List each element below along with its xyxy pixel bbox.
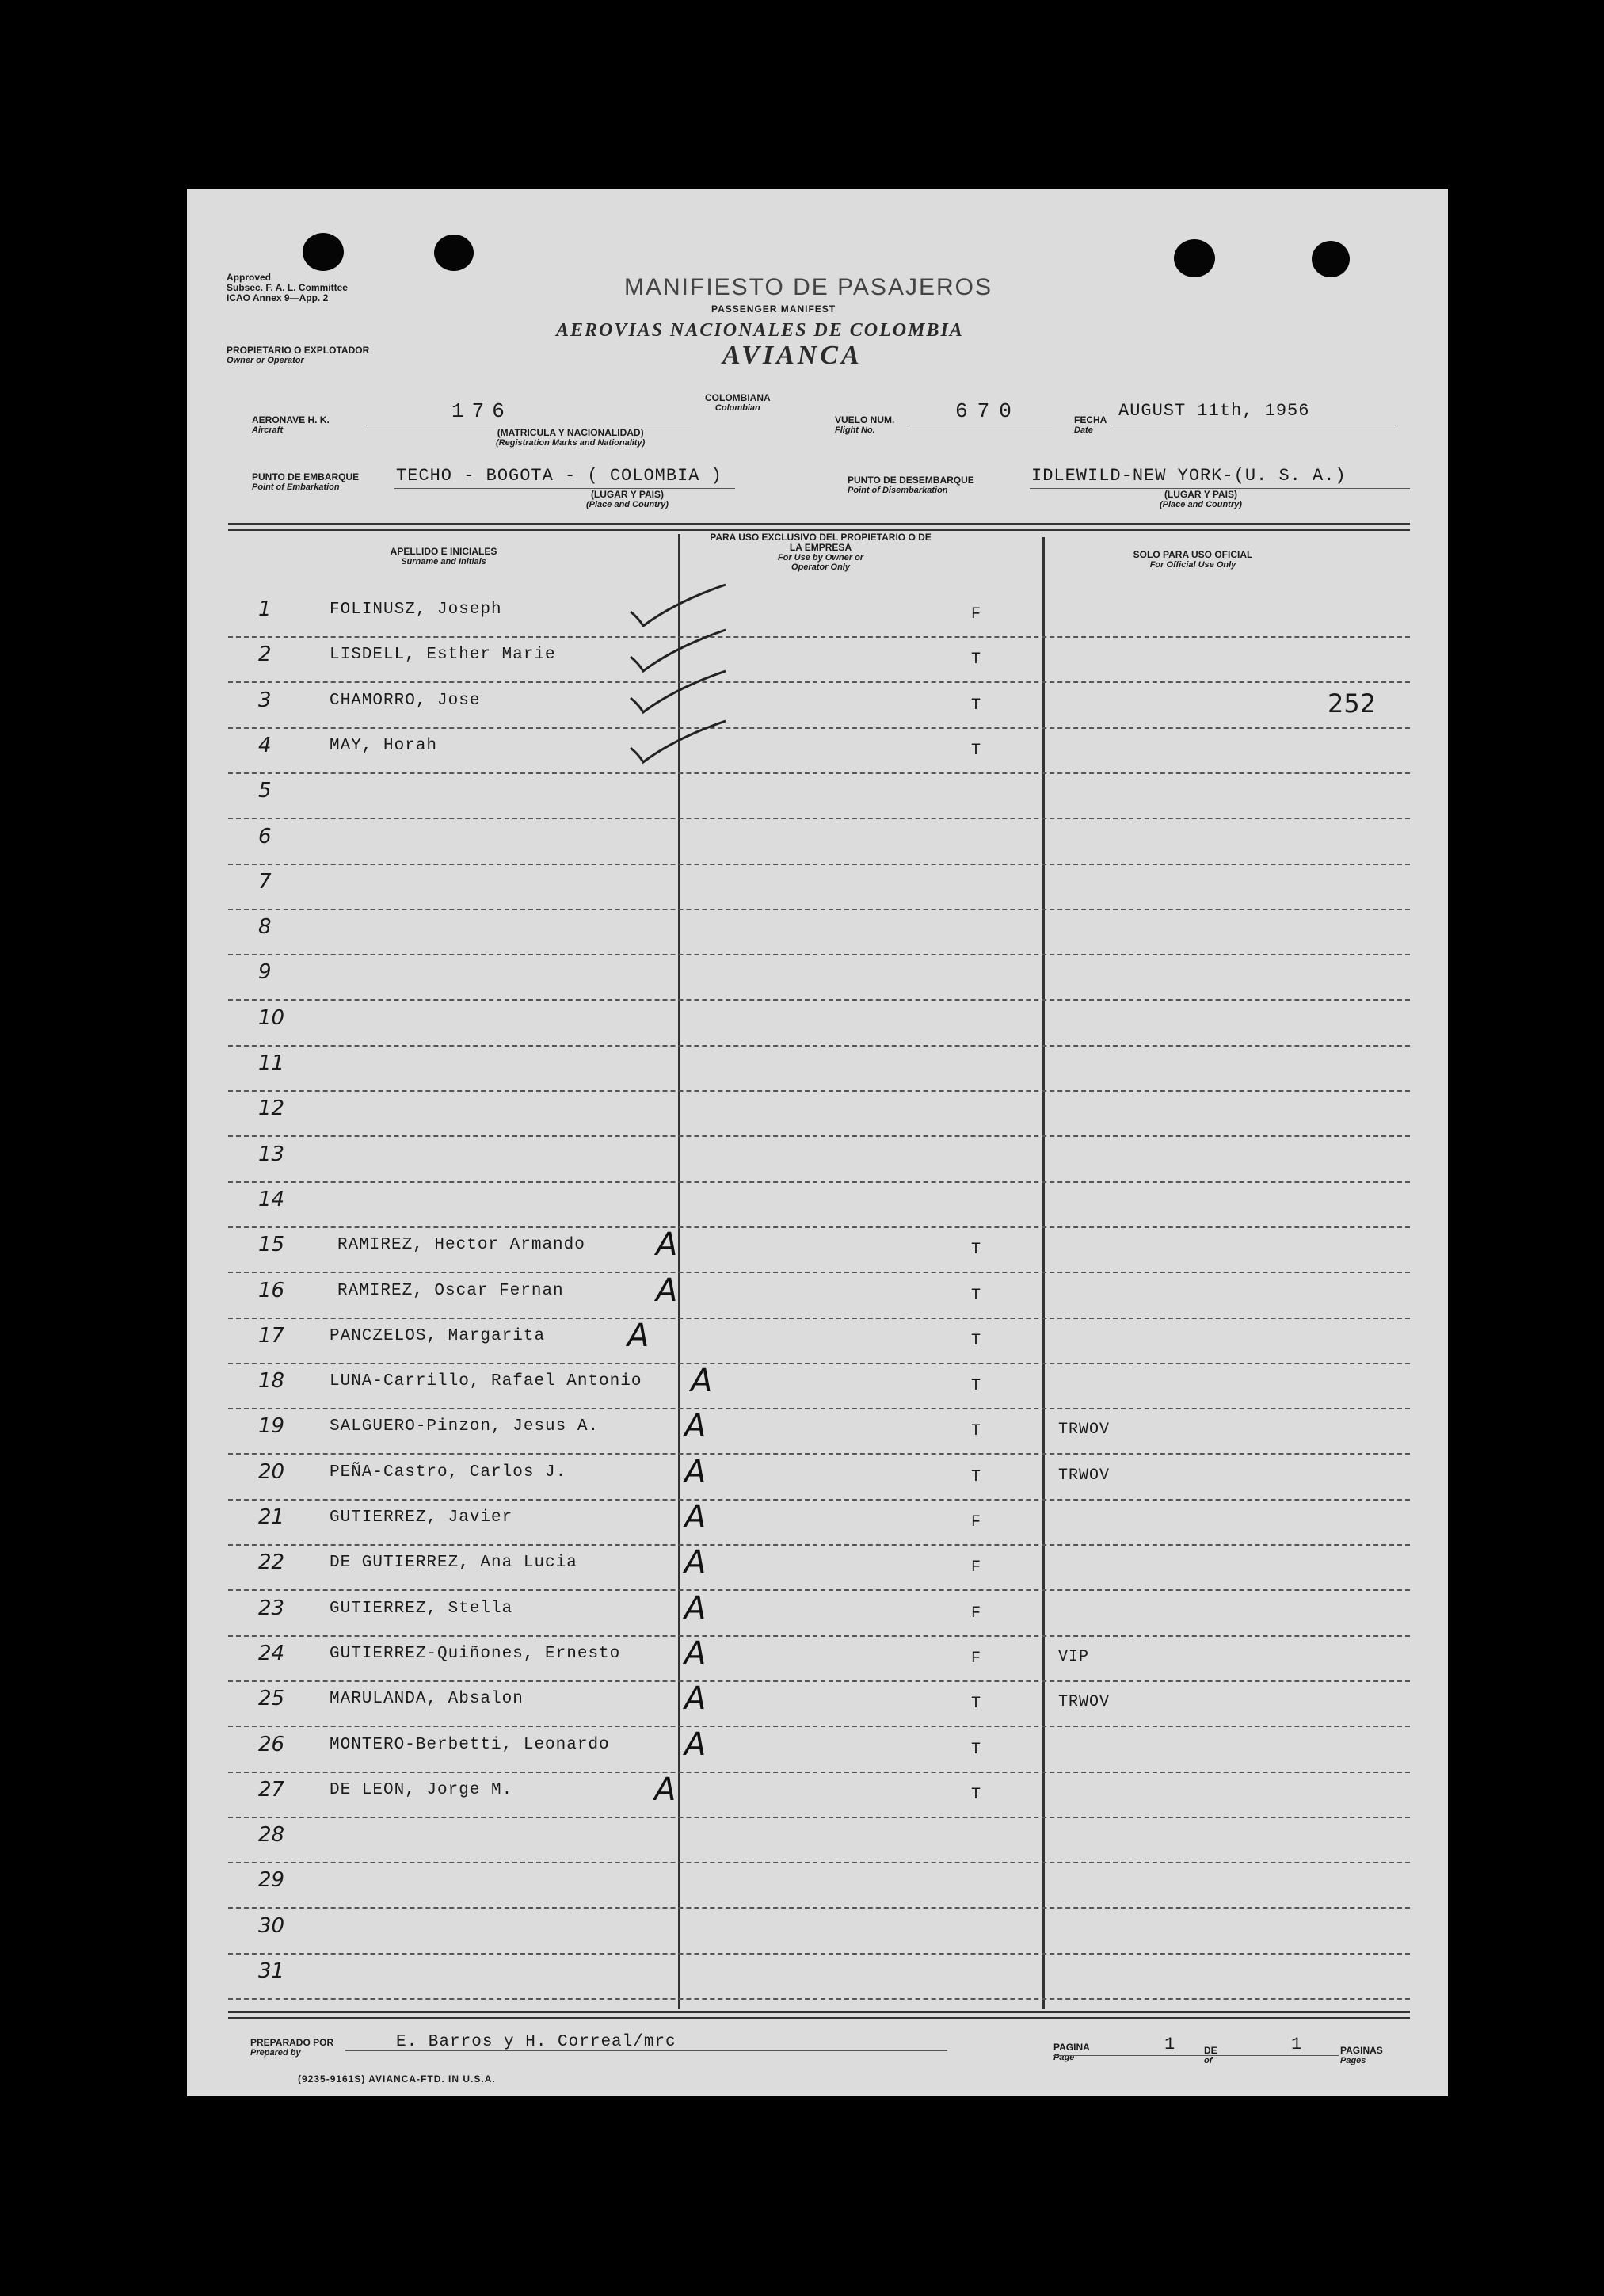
punch-hole bbox=[1174, 239, 1215, 277]
row-number: 30 bbox=[258, 1914, 285, 1938]
table-row bbox=[187, 1363, 1448, 1411]
row-rule bbox=[228, 1589, 1410, 1591]
passenger-name: FOLINUSZ, Joseph bbox=[330, 601, 502, 619]
handwritten-a-mark: A bbox=[684, 1590, 707, 1627]
passenger-name: RAMIREZ, Oscar Fernan bbox=[337, 1282, 564, 1300]
table-row bbox=[187, 1635, 1448, 1684]
passenger-code: T bbox=[971, 1741, 982, 1759]
table-row bbox=[187, 1680, 1448, 1729]
passenger-name: MARULANDA, Absalon bbox=[330, 1690, 524, 1708]
row-rule bbox=[228, 1181, 1410, 1183]
passenger-name: LISDELL, Esther Marie bbox=[330, 646, 556, 664]
passenger-name: DE LEON, Jorge M. bbox=[330, 1781, 513, 1799]
passenger-name: GUTIERREZ, Stella bbox=[330, 1600, 513, 1618]
table-row bbox=[187, 1184, 1448, 1230]
row-rule bbox=[228, 999, 1410, 1001]
table-row bbox=[187, 1226, 1448, 1275]
table-bottom-rule bbox=[228, 2017, 1410, 2019]
passenger-code: F bbox=[971, 1558, 982, 1577]
embark-label: PUNTO DE EMBARQUE Point of Embarkation bbox=[252, 471, 360, 492]
row-number: 1 bbox=[258, 597, 272, 621]
row-number: 13 bbox=[258, 1142, 285, 1166]
embark-place-label: (LUGAR Y PAIS) (Place and Country) bbox=[586, 489, 669, 509]
handwritten-a-mark: A bbox=[627, 1318, 650, 1354]
row-rule bbox=[228, 1726, 1410, 1727]
passenger-name: PEÑA-Castro, Carlos J. bbox=[330, 1463, 567, 1482]
punch-hole bbox=[434, 235, 474, 271]
passenger-name: MONTERO-Berbetti, Leonardo bbox=[330, 1736, 610, 1754]
prepared-value: E. Barros y H. Correal/mrc bbox=[396, 2033, 676, 2051]
row-number: 31 bbox=[258, 1959, 285, 1983]
row-rule bbox=[228, 772, 1410, 774]
prepared-underline bbox=[345, 2050, 947, 2051]
handwritten-a-mark: A bbox=[684, 1635, 707, 1672]
approved-note: Approved Subsec. F. A. L. Committee ICAO Annex 9—App. 2 bbox=[227, 272, 348, 303]
check-mark-icon bbox=[627, 669, 730, 725]
passenger-name: GUTIERREZ, Javier bbox=[330, 1508, 513, 1527]
table-row bbox=[187, 1544, 1448, 1592]
row-rule bbox=[228, 1318, 1410, 1319]
row-number: 28 bbox=[258, 1823, 285, 1847]
flight-label: VUELO NUM. Flight No. bbox=[835, 414, 895, 435]
row-rule bbox=[228, 1635, 1410, 1637]
row-number: 22 bbox=[258, 1550, 285, 1574]
row-number: 3 bbox=[258, 688, 272, 712]
passenger-name: SALGUERO-Pinzon, Jesus A. bbox=[330, 1417, 600, 1436]
row-rule bbox=[228, 1272, 1410, 1273]
flight-value: 670 bbox=[955, 399, 1021, 423]
row-number: 24 bbox=[258, 1642, 285, 1665]
table-bottom-rule bbox=[228, 2011, 1410, 2013]
row-rule bbox=[228, 1998, 1410, 2000]
table-row bbox=[187, 1865, 1448, 1910]
table-row bbox=[187, 730, 1448, 776]
embark-underline bbox=[394, 488, 735, 489]
passenger-name: LUNA-Carrillo, Rafael Antonio bbox=[330, 1372, 642, 1390]
page-underline bbox=[1053, 2055, 1339, 2056]
passenger-name: PANCZELOS, Margarita bbox=[330, 1327, 546, 1345]
table-row bbox=[187, 1318, 1448, 1366]
table-row bbox=[187, 1093, 1448, 1138]
disembark-place-label: (LUGAR Y PAIS) (Place and Country) bbox=[1160, 489, 1242, 509]
official-note: TRWOV bbox=[1058, 1466, 1111, 1485]
passenger-name: CHAMORRO, Jose bbox=[330, 692, 481, 710]
row-rule bbox=[228, 1453, 1410, 1455]
official-note: TRWOV bbox=[1058, 1693, 1111, 1711]
official-note: VIP bbox=[1058, 1648, 1090, 1666]
passenger-name: GUTIERREZ-Quiñones, Ernesto bbox=[330, 1645, 621, 1663]
punch-hole bbox=[303, 233, 344, 271]
table-row bbox=[187, 639, 1448, 685]
row-rule bbox=[228, 1090, 1410, 1092]
aircraft-value: 176 bbox=[451, 399, 512, 423]
handwritten-a-mark: A bbox=[684, 1408, 707, 1444]
row-number: 26 bbox=[258, 1733, 285, 1756]
disembark-label: PUNTO DE DESEMBARQUE Point of Disembarkation bbox=[848, 475, 974, 495]
official-note: 252 bbox=[1328, 688, 1377, 719]
handwritten-a-mark: A bbox=[656, 1226, 678, 1263]
row-rule bbox=[228, 1408, 1410, 1409]
airline-name: AEROVIAS NACIONALES DE COLOMBIA bbox=[556, 320, 964, 341]
table-top-rule bbox=[228, 523, 1410, 525]
passenger-name: DE GUTIERREZ, Ana Lucia bbox=[330, 1554, 577, 1572]
table-top-rule bbox=[228, 529, 1410, 531]
row-number: 17 bbox=[258, 1324, 285, 1348]
row-number: 14 bbox=[258, 1188, 285, 1211]
row-number: 7 bbox=[258, 870, 272, 894]
passenger-code: T bbox=[971, 1332, 982, 1350]
passenger-code: T bbox=[971, 742, 982, 760]
row-number: 15 bbox=[258, 1233, 285, 1257]
row-number: 23 bbox=[258, 1596, 285, 1620]
col-header-owner: PARA USO EXCLUSIVO DEL PROPIETARIO O DE LA EMPRESA For Use by Owner or Operator Only bbox=[710, 532, 932, 572]
passenger-code: T bbox=[971, 1422, 982, 1440]
row-rule bbox=[228, 1907, 1410, 1909]
table-row bbox=[187, 1499, 1448, 1547]
table-row bbox=[187, 1408, 1448, 1456]
table-row bbox=[187, 1048, 1448, 1093]
handwritten-a-mark: A bbox=[684, 1680, 707, 1717]
handwritten-a-mark: A bbox=[654, 1772, 676, 1808]
row-rule bbox=[228, 954, 1410, 955]
punch-hole bbox=[1312, 241, 1350, 277]
row-rule bbox=[228, 1544, 1410, 1546]
passenger-code: T bbox=[971, 1241, 982, 1259]
table-row bbox=[187, 594, 1448, 639]
row-number: 5 bbox=[258, 779, 272, 803]
passenger-code: T bbox=[971, 1468, 982, 1486]
passenger-code: T bbox=[971, 1786, 982, 1804]
passenger-code: T bbox=[971, 1287, 982, 1305]
table-row bbox=[187, 685, 1448, 730]
row-rule bbox=[228, 1363, 1410, 1364]
manifest-subtitle: PASSENGER MANIFEST bbox=[711, 303, 836, 315]
row-number: 12 bbox=[258, 1097, 285, 1120]
passenger-code: T bbox=[971, 1377, 982, 1395]
passenger-name: MAY, Horah bbox=[330, 737, 438, 755]
row-rule bbox=[228, 818, 1410, 819]
nationality-label: COLOMBIANA Colombian bbox=[705, 392, 771, 413]
row-rule bbox=[228, 1817, 1410, 1818]
row-rule bbox=[228, 1680, 1410, 1682]
table-row bbox=[187, 1272, 1448, 1321]
row-rule bbox=[228, 636, 1410, 638]
owner-label: PROPIETARIO O EXPLOTADOR Owner or Operator bbox=[227, 345, 370, 365]
table-row bbox=[187, 1003, 1448, 1048]
date-value: AUGUST 11th, 1956 bbox=[1118, 401, 1310, 421]
date-label: FECHA Date bbox=[1074, 414, 1107, 435]
page-value: 1 bbox=[1164, 2035, 1176, 2054]
handwritten-a-mark: A bbox=[684, 1454, 707, 1490]
handwritten-a-mark: A bbox=[656, 1272, 678, 1309]
row-number: 2 bbox=[258, 643, 272, 666]
airline-brand: AVIANCA bbox=[722, 341, 863, 370]
row-number: 27 bbox=[258, 1778, 285, 1802]
of-label: DE of bbox=[1204, 2045, 1217, 2065]
check-mark-icon bbox=[627, 719, 730, 775]
table-row bbox=[187, 1454, 1448, 1502]
table-row bbox=[187, 1590, 1448, 1638]
embark-value: TECHO - BOGOTA - ( COLOMBIA ) bbox=[396, 466, 722, 486]
table-row bbox=[187, 867, 1448, 912]
row-number: 18 bbox=[258, 1369, 285, 1393]
row-rule bbox=[228, 681, 1410, 683]
passenger-code: F bbox=[971, 1513, 982, 1531]
passenger-code: T bbox=[971, 1695, 982, 1713]
pages-label: PAGINAS Pages bbox=[1340, 2045, 1383, 2065]
row-rule bbox=[228, 1135, 1410, 1137]
row-number: 20 bbox=[258, 1460, 285, 1484]
row-number: 29 bbox=[258, 1868, 285, 1892]
total-pages-value: 1 bbox=[1291, 2035, 1303, 2054]
row-number: 11 bbox=[258, 1051, 285, 1075]
handwritten-a-mark: A bbox=[684, 1544, 707, 1581]
table-row bbox=[187, 1772, 1448, 1820]
disembark-value: IDLEWILD-NEW YORK-(U. S. A.) bbox=[1031, 466, 1347, 486]
row-number: 9 bbox=[258, 960, 272, 984]
handwritten-a-mark: A bbox=[684, 1726, 707, 1763]
row-number: 4 bbox=[258, 734, 272, 757]
aircraft-label: AERONAVE H. K. Aircraft bbox=[252, 414, 330, 435]
handwritten-a-mark: A bbox=[684, 1499, 707, 1535]
table-row bbox=[187, 1139, 1448, 1184]
official-note: TRWOV bbox=[1058, 1421, 1111, 1439]
table-row bbox=[187, 957, 1448, 1002]
row-number: 6 bbox=[258, 825, 272, 849]
table-row bbox=[187, 776, 1448, 821]
row-number: 19 bbox=[258, 1414, 285, 1438]
table-row bbox=[187, 822, 1448, 867]
row-rule bbox=[228, 1772, 1410, 1773]
row-number: 16 bbox=[258, 1279, 285, 1302]
passenger-code: T bbox=[971, 696, 982, 715]
row-rule bbox=[228, 727, 1410, 729]
passenger-code: F bbox=[971, 1604, 982, 1623]
prepared-label: PREPARADO POR Prepared by bbox=[250, 2037, 334, 2058]
row-rule bbox=[228, 1045, 1410, 1047]
row-rule bbox=[228, 864, 1410, 865]
col-header-official: SOLO PARA USO OFICIAL For Official Use Only bbox=[1133, 549, 1253, 570]
manifest-title: MANIFIESTO DE PASAJEROS bbox=[624, 274, 992, 300]
manifest-page bbox=[187, 189, 1448, 2096]
passenger-code: F bbox=[971, 605, 982, 624]
row-number: 21 bbox=[258, 1505, 285, 1529]
passenger-code: F bbox=[971, 1650, 982, 1668]
table-row bbox=[187, 1820, 1448, 1865]
table-row bbox=[187, 912, 1448, 957]
registration-label: (MATRICULA Y NACIONALIDAD) (Registration Marks and Nationality) bbox=[496, 427, 646, 448]
row-rule bbox=[228, 909, 1410, 910]
print-code: (9235-9161S) AVIANCA-FTD. IN U.S.A. bbox=[298, 2073, 496, 2084]
row-rule bbox=[228, 1953, 1410, 1955]
table-row bbox=[187, 1726, 1448, 1775]
col-header-name: APELLIDO E INICIALES Surname and Initials bbox=[390, 546, 497, 566]
row-number: 25 bbox=[258, 1687, 285, 1711]
row-rule bbox=[228, 1499, 1410, 1501]
row-number: 8 bbox=[258, 915, 272, 939]
passenger-name: RAMIREZ, Hector Armando bbox=[337, 1236, 585, 1254]
table-row bbox=[187, 1956, 1448, 2001]
row-number: 10 bbox=[258, 1006, 285, 1030]
table-row bbox=[187, 1911, 1448, 1956]
row-rule bbox=[228, 1862, 1410, 1863]
passenger-code: T bbox=[971, 650, 982, 669]
page-label: PAGINA Page bbox=[1053, 2042, 1090, 2062]
handwritten-a-mark: A bbox=[691, 1363, 713, 1399]
row-rule bbox=[228, 1226, 1410, 1228]
